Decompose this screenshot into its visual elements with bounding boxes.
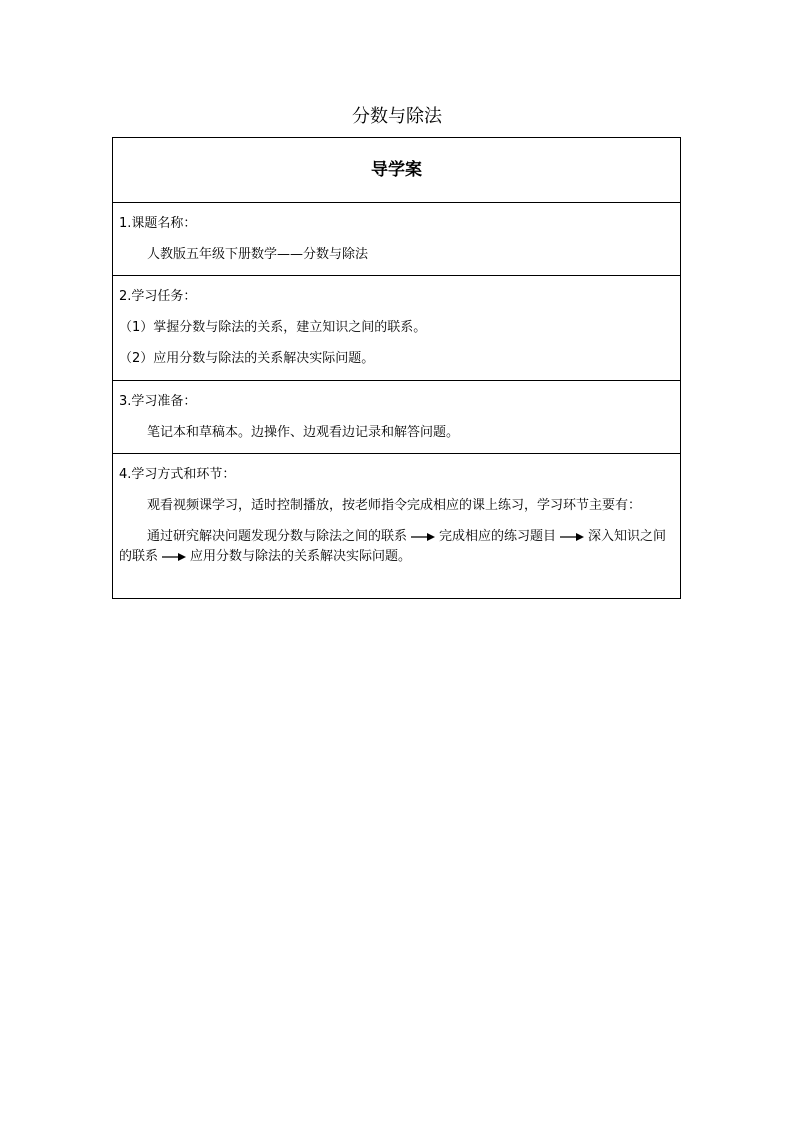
section-method xyxy=(113,453,680,598)
section-method-heading: 4.学习方式和环节： xyxy=(119,467,236,482)
section-tasks-heading: 2.学习任务： xyxy=(119,289,197,304)
guide-table xyxy=(112,137,681,599)
section-method-intro: 观看视频课学习，适时控制播放，按老师指令完成相应的课上练习，学习环节主要有： xyxy=(147,498,642,513)
document-title: 分数与除法 xyxy=(352,106,442,127)
right-arrow-icon xyxy=(162,552,186,562)
task-item: （2）应用分数与除法的关系解决实际问题。 xyxy=(119,351,375,366)
learning-flow xyxy=(119,527,674,567)
section-topic-content: 人教版五年级下册数学——分数与除法 xyxy=(147,247,369,262)
right-arrow-icon xyxy=(411,532,435,542)
table-header-cell xyxy=(113,138,680,202)
flow-step: 通过研究解决问题发现分数与除法之间的联系 xyxy=(147,529,408,544)
section-preparation xyxy=(113,380,680,453)
section-preparation-heading: 3.学习准备： xyxy=(119,394,197,409)
table-header-text: 导学案 xyxy=(371,160,422,180)
flow-step: 深入知识之间的联系 xyxy=(119,529,667,564)
section-tasks xyxy=(113,275,680,380)
flow-step: 应用分数与除法的关系解决实际问题。 xyxy=(190,549,412,564)
section-topic-heading: 1.课题名称： xyxy=(119,216,197,231)
flow-step: 完成相应的练习题目 xyxy=(439,529,557,544)
task-item: （1）掌握分数与除法的关系，建立知识之间的联系。 xyxy=(119,320,427,335)
section-preparation-content: 笔记本和草稿本。边操作、边观看边记录和解答问题。 xyxy=(147,425,460,440)
section-topic xyxy=(113,202,680,275)
right-arrow-icon xyxy=(560,532,584,542)
